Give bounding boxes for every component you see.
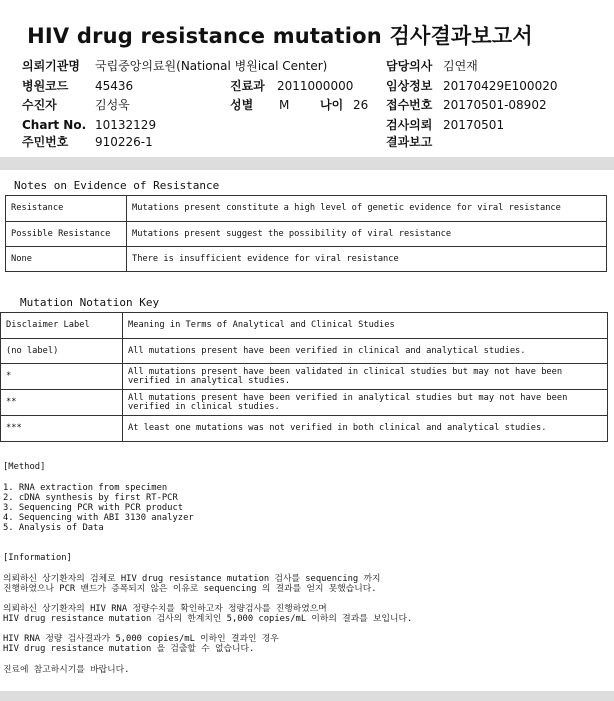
physician-label: 담당의사: [386, 59, 433, 73]
notes-table: [5, 195, 607, 272]
result-report-label: 결과보고: [386, 135, 433, 149]
resident-number-value: 910226-1: [95, 135, 153, 149]
information-line: 의뢰하신 상기환자의 HIV RNA 정량수치를 확인하고자 정량검사를 진행하였으며: [3, 604, 327, 614]
resident-number-label: 주민번호: [22, 135, 69, 149]
table-row: [1, 364, 608, 390]
information-line: HIV drug resistance mutation 을 검출할 수 없습니다.: [3, 644, 255, 654]
notation-label-cell: (no label): [1, 339, 123, 364]
separator-band-top: [0, 157, 614, 170]
department-value: 2011000000: [277, 79, 354, 93]
method-step: 4. Sequencing with ABI 3130 analyzer: [3, 513, 194, 523]
hospital-code-value: 45436: [95, 79, 134, 93]
patient-value: 김성욱: [95, 98, 130, 112]
table-row: [1, 390, 608, 416]
notation-text-cell: All mutations present have been verified in analytical studies but may not have been verified in clinical studies.: [123, 390, 608, 416]
notation-label-cell: *: [1, 364, 123, 390]
table-row: [6, 247, 607, 272]
referring-institution-label: 의뢰기관명: [22, 59, 80, 73]
sex-label: 성별: [230, 98, 254, 112]
notation-label-cell: Disclaimer Label: [1, 313, 123, 339]
notation-text-cell: Meaning in Terms of Analytical and Clinical Studies: [123, 313, 608, 339]
notation-text-cell: All mutations present have been verified in clinical and analytical studies.: [123, 339, 608, 364]
information-heading: [Information]: [3, 553, 72, 563]
method-step: 2. cDNA synthesis by first RT-PCR: [3, 493, 178, 503]
sex-value: M: [279, 98, 290, 112]
table-row: [1, 313, 608, 339]
table-row: [1, 416, 608, 442]
separator-band-bottom: [0, 691, 614, 701]
notation-label-cell: ***: [1, 416, 123, 442]
department-label: 진료과: [230, 79, 265, 93]
information-line: 의뢰하신 상기환자의 검체로 HIV drug resistance mutation 검사를 sequencing 까지: [3, 574, 381, 584]
method-step: 3. Sequencing PCR with PCR product: [3, 503, 184, 513]
notation-text-cell: All mutations present have been validated in clinical studies but may not have been verified in analytical studies.: [123, 364, 608, 390]
method-step: 1. RNA extraction from specimen: [3, 483, 168, 493]
report-title: HIV drug resistance mutation 검사결과보고서: [27, 24, 533, 48]
notes-label-cell: None: [6, 247, 127, 272]
hospital-code-label: 병원코드: [22, 79, 69, 93]
notation-label-cell: **: [1, 390, 123, 416]
notes-text-cell: Mutations present constitute a high level of genetic evidence for viral resistance: [127, 196, 607, 222]
notes-text-cell: There is insufficient evidence for viral resistance: [127, 247, 607, 272]
notes-text-cell: Mutations present suggest the possibility of viral resistance: [127, 222, 607, 247]
notes-label-cell: Possible Resistance: [6, 222, 127, 247]
table-row: [6, 196, 607, 222]
receipt-number-label: 접수번호: [386, 98, 433, 112]
age-label: 나이: [320, 98, 344, 112]
table-row: [6, 222, 607, 247]
test-request-value: 20170501: [443, 118, 505, 132]
patient-label: 수진자: [22, 98, 57, 112]
table-row: [1, 339, 608, 364]
information-line: HIV drug resistance mutation 검사의 한계치인 5,000 copies/mL 이하의 결과를 보입니다.: [3, 614, 413, 624]
referring-institution-value: 국립중앙의료원(National 병원ical Center): [95, 59, 328, 73]
chart-no-label: Chart No.: [22, 118, 87, 132]
chart-no-value: 10132129: [95, 118, 157, 132]
notation-text-cell: At least one mutations was not verified in both clinical and analytical studies.: [123, 416, 608, 442]
clinical-info-value: 20170429E100020: [443, 79, 558, 93]
receipt-number-value: 20170501-08902: [443, 98, 547, 112]
clinical-info-label: 임상정보: [386, 79, 433, 93]
notation-heading: Mutation Notation Key: [20, 296, 160, 309]
notes-heading: Notes on Evidence of Resistance: [14, 179, 220, 192]
physician-value: 김연재: [443, 59, 478, 73]
age-value: 26: [353, 98, 369, 112]
test-request-label: 검사의뢰: [386, 118, 433, 132]
notes-label-cell: Resistance: [6, 196, 127, 222]
method-step: 5. Analysis of Data: [3, 523, 104, 533]
method-heading: [Method]: [3, 462, 46, 472]
information-line: 진료에 참고하시기를 바랍니다.: [3, 665, 130, 675]
notation-table: [0, 312, 608, 442]
information-line: HIV RNA 정량 검사결과가 5,000 copies/mL 이하인 결과인 경우: [3, 634, 279, 644]
information-line: 진행하였으나 PCR 밴드가 증폭되지 않은 이유로 sequencing 의 결과를 얻지 못했습니다.: [3, 584, 377, 594]
